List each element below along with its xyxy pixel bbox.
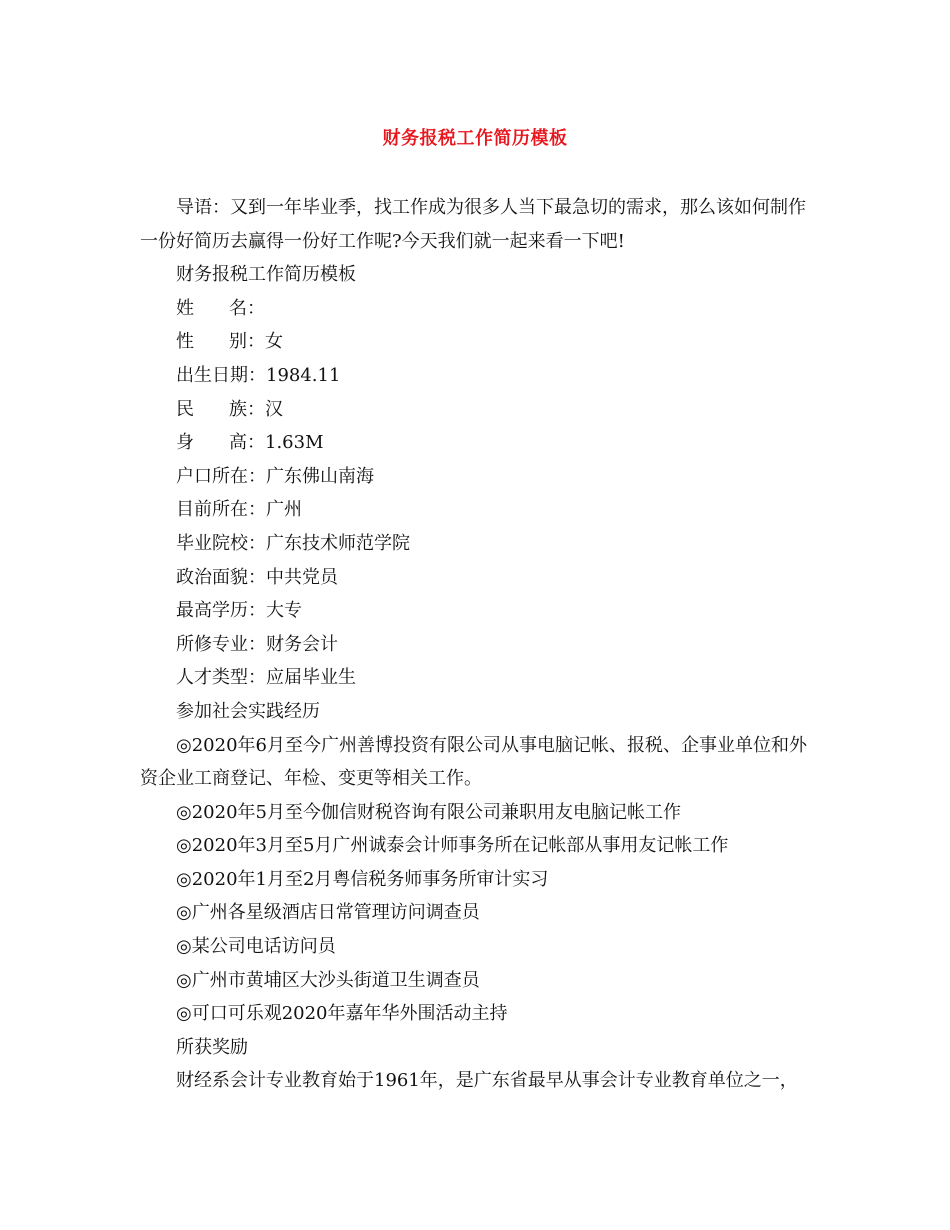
list-item: ◎2020年1月至2月粤信税务师事务所审计实习 xyxy=(176,868,549,890)
practice-heading: 参加社会实践经历 xyxy=(176,700,320,722)
field-label: 民 族 xyxy=(176,398,247,420)
awards-heading: 所获奖励 xyxy=(176,1036,248,1058)
field-ethnicity: 民 族 ：汉 xyxy=(140,393,822,427)
field-value: 财务会计 xyxy=(266,633,338,655)
field-label: 目前所在 xyxy=(176,499,248,521)
personal-info-list xyxy=(140,292,822,695)
list-item: ◎广州市黄埔区大沙头街道卫生调查员 xyxy=(176,969,480,991)
list-item: ◎2020年6月至今广州善博投资有限公司从事电脑记帐、报税、企事业单位和外资企业工商登记、年检、变更等相关工作。 xyxy=(140,734,807,790)
list-item: ◎2020年5月至今伽信财税咨询有限公司兼职用友电脑记帐工作 xyxy=(176,801,681,823)
field-label: 政治面貌 xyxy=(176,566,248,588)
field-value: 中共党员 xyxy=(266,566,338,588)
field-label: 户口所在 xyxy=(176,465,248,487)
field-label: 姓 名 xyxy=(176,297,247,319)
field-label: 所修专业 xyxy=(176,633,248,655)
field-value: 广州 xyxy=(266,499,302,521)
field-label: 最高学历 xyxy=(176,600,248,622)
document-title: 财务报税工作简历模板 xyxy=(382,128,568,149)
practice-list xyxy=(140,729,822,1031)
field-name: 姓 名 ： xyxy=(140,292,822,326)
field-value: 广东技术师范学院 xyxy=(266,532,410,554)
field-value: 汉 xyxy=(265,398,283,420)
field-label: 性 别 xyxy=(176,331,247,353)
list-item: ◎某公司电话访问员 xyxy=(176,936,336,958)
field-label: 身 高 xyxy=(176,432,247,454)
field-value: 应届毕业生 xyxy=(266,667,356,689)
field-value: 女 xyxy=(265,331,283,353)
field-label: 毕业院校 xyxy=(176,532,248,554)
field-height: 身 高 ：1.63M xyxy=(140,426,822,460)
list-item: ◎广州各星级酒店日常管理访问调查员 xyxy=(176,902,480,924)
field-current-location: 目前所在：广州 xyxy=(176,499,302,521)
field-label: 出生日期 xyxy=(176,364,248,386)
awards-paragraph: 财经系会计专业教育始于1961年，是广东省最早从事会计专业教育单位之一， xyxy=(176,1070,798,1092)
field-label: 人才类型 xyxy=(176,667,248,689)
field-major: 所修专业：财务会计 xyxy=(176,633,338,655)
field-gender: 性 别 ：女 xyxy=(140,325,822,359)
field-value: 1984.11 xyxy=(266,364,341,386)
field-school: 毕业院校：广东技术师范学院 xyxy=(176,532,410,554)
field-political-status: 政治面貌：中共党员 xyxy=(176,566,338,588)
document-body xyxy=(140,191,822,1098)
field-education: 最高学历：大专 xyxy=(176,600,302,622)
list-item: ◎可口可乐观2020年嘉年华外围活动主持 xyxy=(176,1003,508,1025)
field-hukou: 户口所在：广东佛山南海 xyxy=(176,465,374,487)
field-value: 1.63M xyxy=(265,432,324,454)
intro-paragraph: 导语：又到一年毕业季，找工作成为很多人当下最急切的需求，那么该如何制作一份好简历去赢得一份好工作呢?今天我们就一起来看一下吧! xyxy=(140,197,806,252)
field-value: 广东佛山南海 xyxy=(266,465,374,487)
resume-heading: 财务报税工作简历模板 xyxy=(176,264,356,286)
field-value: 大专 xyxy=(266,600,302,622)
list-item: ◎2020年3月至5月广州诚泰会计师事务所在记帐部从事用友记帐工作 xyxy=(176,835,729,857)
field-talent-type: 人才类型：应届毕业生 xyxy=(176,667,356,689)
field-birthdate: 出生日期：1984.11 xyxy=(176,364,341,386)
